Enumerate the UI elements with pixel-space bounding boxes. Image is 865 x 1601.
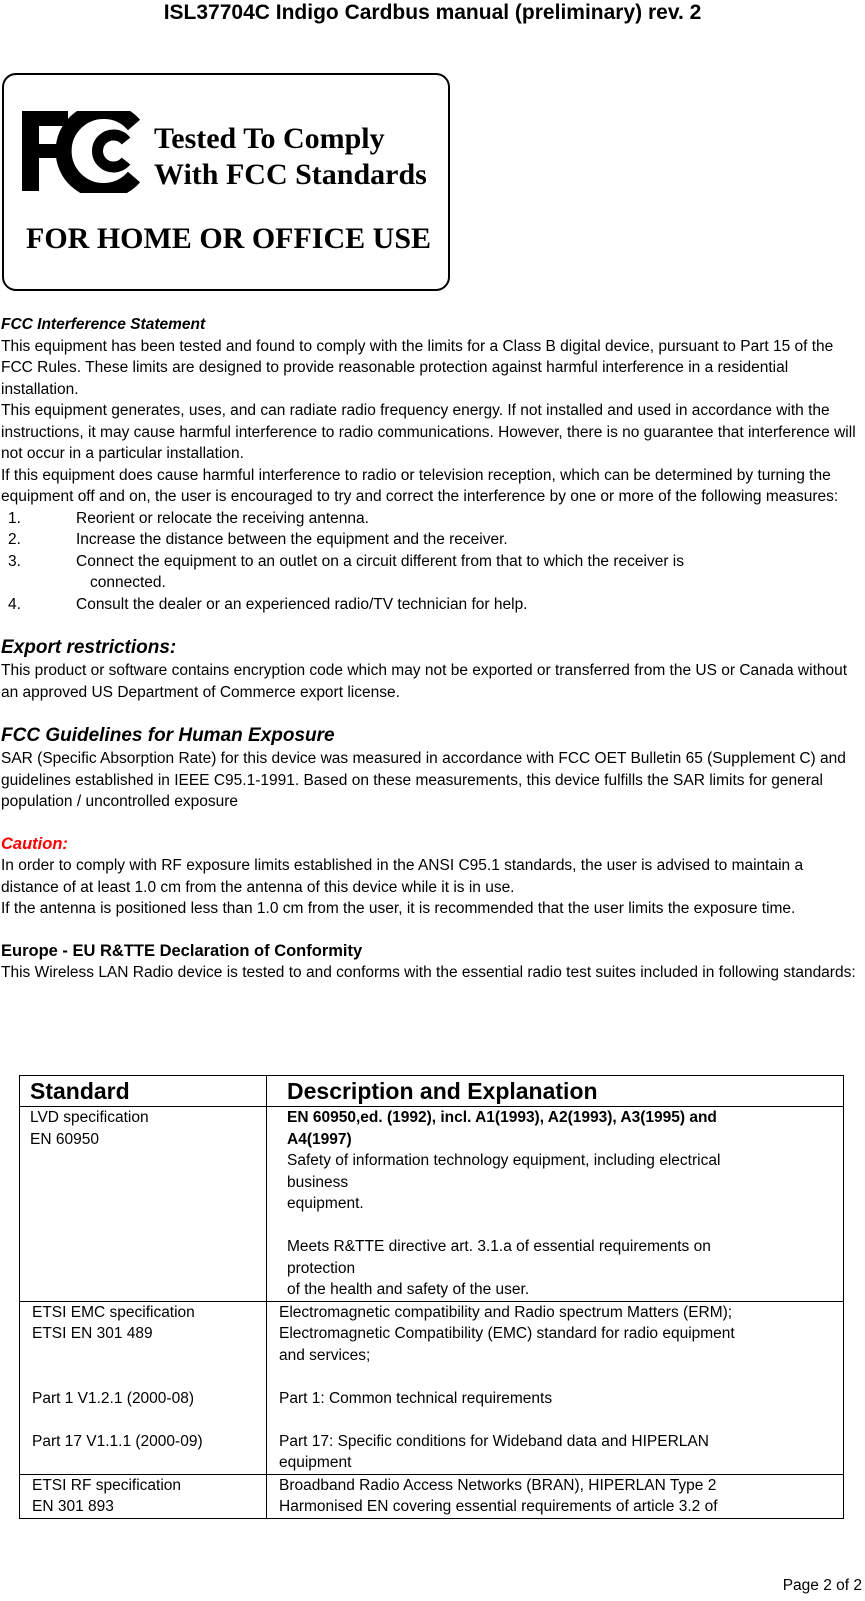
caution-p2: If the antenna is positioned less than 1.0 cm from the user, it is recommended that the user limits the exposure time. — [1, 900, 796, 917]
document-body — [1, 314, 861, 984]
list-item: 2. Increase the distance between the equipment and the receiver. — [8, 531, 508, 548]
fcc-interference-p2: This equipment generates, uses, and can radiate radio frequency energy. If not installed and used in accordance with the instructions, it may cause harmful interference to radio communications. However, there is no guarantee that interference will not occur in a particular installation. — [1, 402, 856, 462]
table-cell-description: Broadband Radio Access Networks (BRAN), HIPERLAN Type 2 Harmonised EN covering essential requirements of article 3.2 of — [267, 1474, 844, 1518]
table-row — [20, 1107, 844, 1302]
column-header-description: Description and Explanation — [267, 1076, 844, 1107]
page-number: Page 2 of 2 — [782, 1577, 862, 1594]
europe-text: This Wireless LAN Radio device is tested to and conforms with the essential radio test suites included in following standards: — [1, 964, 856, 981]
table-row — [20, 1301, 844, 1474]
standards-table — [19, 1075, 844, 1519]
europe-heading: Europe - EU R&TTE Declaration of Conformity — [1, 941, 363, 960]
caution-heading: Caution: — [1, 834, 68, 853]
document-header: ISL37704C Indigo Cardbus manual (preliminary) rev. 2 — [163, 1, 702, 24]
column-header-standard: Standard — [20, 1076, 267, 1107]
fcc-interference-heading: FCC Interference Statement — [1, 316, 206, 333]
exposure-heading: FCC Guidelines for Human Exposure — [1, 725, 335, 746]
table-cell-standard: LVD specification EN 60950 — [20, 1107, 267, 1302]
fcc-interference-p3: If this equipment does cause harmful interference to radio or television reception, which can be determined by turning the equipment off and on, the user is encouraged to try and correct the interference by one or more of the following measures: — [1, 466, 839, 505]
fcc-logo-icon — [22, 111, 144, 193]
table-cell-description: EN 60950,ed. (1992), incl. A1(1993), A2(1993), A3(1995) and A4(1997) Safety of information technology equipment, including electrical business equipment. Meets R&TTE directive art. 3.1.a of essential requirements on protection of the health and safety of the user. — [267, 1107, 844, 1302]
export-text: This product or software contains encryption code which may not be exported or transferred from the US or Canada without an approved US Department of Commerce export license. — [1, 662, 848, 701]
list-item: 4. Consult the dealer or an experienced radio/TV technician for help. — [8, 595, 528, 613]
table-row — [20, 1474, 844, 1518]
logo-home-office-text: FOR HOME OR OFFICE USE — [26, 222, 432, 255]
logo-tested-text: Tested To Comply — [154, 122, 385, 155]
measures-list — [1, 508, 861, 616]
table-header-row — [20, 1076, 844, 1107]
fcc-compliance-logo — [2, 73, 450, 291]
exposure-text: SAR (Specific Absorption Rate) for this device was measured in accordance with FCC OET Bulletin 65 (Supplement C) and guidelines established in IEEE C95.1-1991. Based on these measurements, this device fulfills the SAR limits for general population / uncontrolled exposure — [1, 750, 846, 810]
fcc-interference-p1: This equipment has been tested and found to comply with the limits for a Class B digital device, pursuant to Part 15 of the FCC Rules. These limits are designed to provide reasonable protection against harmful interference in a residential installation. — [1, 337, 834, 398]
table-cell-standard: ETSI RF specification EN 301 893 — [20, 1474, 267, 1518]
table-cell-standard: ETSI EMC specification ETSI EN 301 489 Part 1 V1.2.1 (2000-08) Part 17 V1.1.1 (2000-09) — [20, 1301, 267, 1474]
list-item: 1. Reorient or relocate the receiving antenna. — [8, 509, 369, 527]
table-cell-description: Electromagnetic compatibility and Radio spectrum Matters (ERM); Electromagnetic Compatibility (EMC) standard for radio equipment and services; Part 1: Common technical requirements Part 17: Specific conditions for Wideband data and HIPERLAN equipment — [267, 1301, 844, 1474]
caution-p1: In order to comply with RF exposure limits established in the ANSI C95.1 standards, the user is advised to maintain a distance of at least 1.0 cm from the antenna of this device while it is in use. — [1, 857, 804, 896]
export-heading: Export restrictions: — [1, 637, 177, 658]
list-item: 3. Connect the equipment to an outlet on a circuit different from that to which the receiver is connected. — [8, 552, 684, 591]
logo-standards-text: With FCC Standards — [154, 158, 427, 191]
